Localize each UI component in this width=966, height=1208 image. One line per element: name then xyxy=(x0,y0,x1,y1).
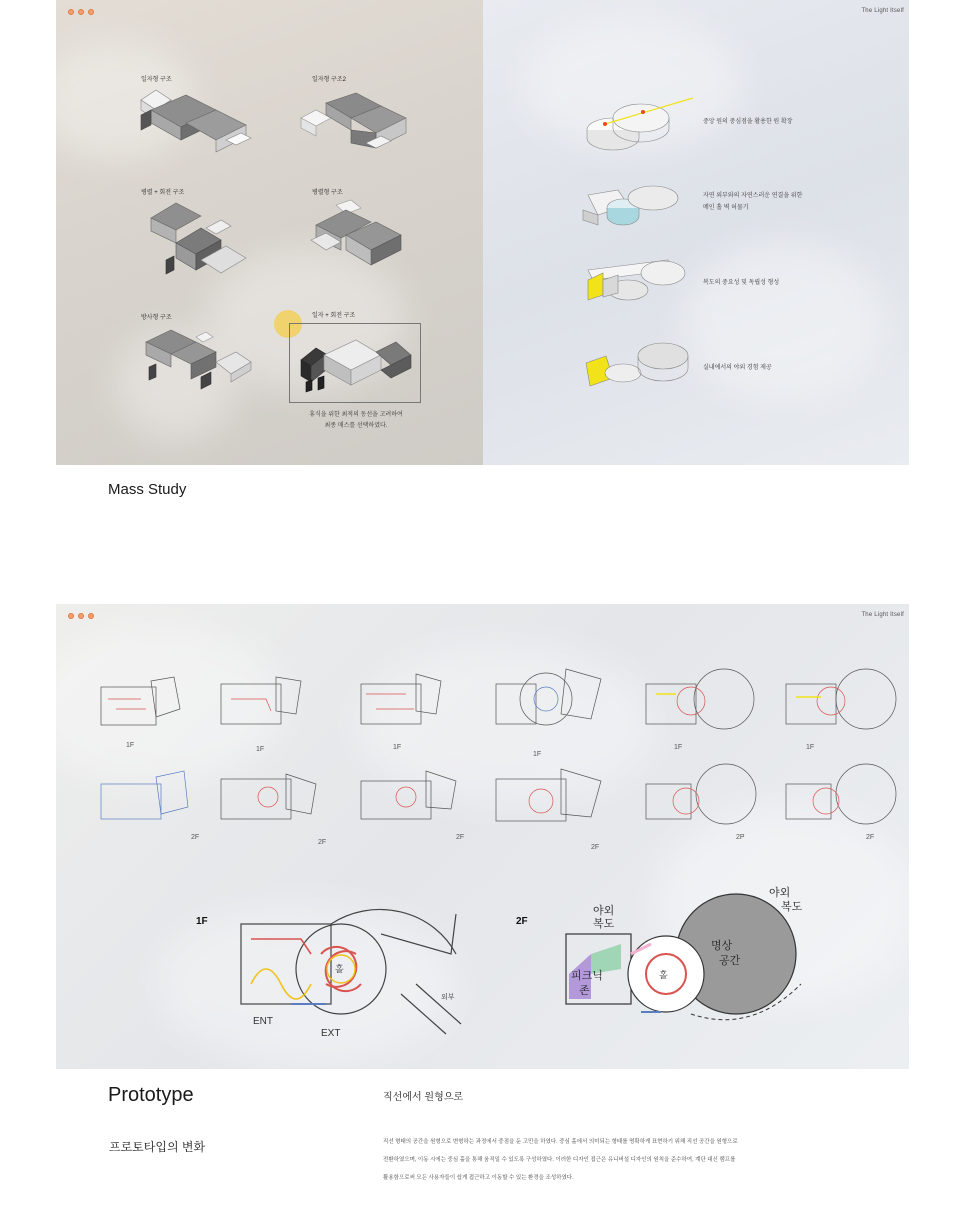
prototype-board xyxy=(56,604,909,1069)
sketch-2f-label-5: 2P xyxy=(736,834,745,841)
window-dots xyxy=(68,9,94,15)
sketch-2f-label-1: 2F xyxy=(191,834,200,841)
dot-icon xyxy=(88,9,94,15)
mass-model-linear-2 xyxy=(296,88,416,163)
sketch-2f-label-3: 2F xyxy=(456,834,465,841)
plan-1f-ent-text: ENT xyxy=(253,1016,273,1027)
mass-study-right-panel xyxy=(483,0,909,465)
sketch-1f-label-1: 1F xyxy=(126,742,135,749)
plan-1f-ext-text: EXT xyxy=(321,1028,341,1039)
mass-caption-line2: 최종 매스를 선택하였다. xyxy=(324,423,388,429)
prototype-body-line1: 직선 형태의 공간을 원형으로 변형하는 과정에서 중점을 둔 고민을 하였다. 중심 홀에서 의미되는 형태를 명확하게 표현하기 위해 직선 공간을 원형으로 xyxy=(383,1139,738,1145)
mass-study-title: Mass Study xyxy=(108,481,187,498)
sketch-row-2f xyxy=(96,759,896,849)
plan-1f-hall-text: 홀 xyxy=(335,964,344,974)
prototype-body-line2: 전환하였으며, 이동 시에는 중심 홀을 통해 움직일 수 있도록 구성하였다. 이러한 디자인 접근은 유니버설 디자인의 원칙을 준수하여, 계단 대신 램프를 xyxy=(383,1157,736,1163)
step-circle-expansion-diagram xyxy=(583,90,703,155)
mass-model-parallel xyxy=(306,200,416,280)
floor-1f-label: 1F xyxy=(196,916,208,927)
step-desc-2 xyxy=(703,190,802,214)
sketch-1f-label-6: 1F xyxy=(806,744,815,751)
floor-2f-label: 2F xyxy=(516,916,528,927)
plan-2f-hall-text: 홀 xyxy=(659,970,668,980)
prototype-subtitle: 프로토타입의 변화 xyxy=(109,1140,206,1154)
brand-text: The Light Itself xyxy=(861,8,904,14)
dot-icon xyxy=(78,9,84,15)
step-corridor-diagram xyxy=(578,255,698,310)
sketch-2f-label-6: 2F xyxy=(866,834,875,841)
plan-2f-corridor-right-1: 야외 xyxy=(769,887,791,899)
plan-2f-corridor-left-2: 복도 xyxy=(593,918,615,930)
plan-2f-corridor-left-1: 야외 xyxy=(593,905,615,917)
mass-model-selected xyxy=(296,330,416,398)
sketch-1f-label-2: 1F xyxy=(256,746,265,753)
plan-2f-meditation-1: 명상 xyxy=(711,940,733,952)
step-outdoor-experience-diagram xyxy=(578,338,698,393)
mass-label-5: 방사형 구조 xyxy=(141,315,172,321)
mass-label-4: 병렬형 구조 xyxy=(312,190,343,196)
mass-label-1: 일자형 구조 xyxy=(141,77,172,83)
prototype-title: Prototype xyxy=(108,1084,194,1106)
step-desc-2-line1: 자연 외부와의 자연스러운 연결을 위한 xyxy=(703,193,803,199)
sketch-row-1f xyxy=(96,659,896,758)
mass-model-radial xyxy=(141,322,256,402)
mass-caption-line1: 휴식을 위한 최적의 동선을 고려하여 xyxy=(309,412,403,418)
floor-plan-2f-sketch xyxy=(551,874,811,1044)
dot-icon xyxy=(68,613,74,619)
prototype-body-line3: 활용함으로써 모든 사용자들이 쉽게 접근하고 이동할 수 있는 환경을 조성하였다. xyxy=(383,1175,574,1181)
sketch-1f-label-4: 1F xyxy=(533,751,542,758)
mass-caption xyxy=(286,410,426,432)
step-desc-2-line2: 메인 홀 벽 허물기 xyxy=(703,205,749,211)
mass-model-parallel-rotate xyxy=(146,198,256,288)
mass-study-left-panel xyxy=(56,0,483,465)
brand-text-2: The Light Itself xyxy=(861,612,904,618)
prototype-body xyxy=(383,1133,813,1187)
plan-1f-outdoor-text: 외부 xyxy=(441,994,455,1001)
mass-label-6: 일자 + 회전 구조 xyxy=(312,313,356,319)
sketch-2f-label-2: 2F xyxy=(318,839,327,846)
window-dots-2 xyxy=(68,613,94,619)
sketch-2f-label-4: 2F xyxy=(591,844,600,851)
mass-label-3: 병렬 + 회전 구조 xyxy=(141,190,185,196)
sketch-1f-label-3: 1F xyxy=(393,744,402,751)
dot-icon xyxy=(78,613,84,619)
plan-2f-meditation-2: 공간 xyxy=(719,955,741,967)
dot-icon xyxy=(88,613,94,619)
step-desc-3: 복도의 중요성 및 독립성 형성 xyxy=(703,280,780,286)
plan-2f-picnic-2: 존 xyxy=(579,985,590,997)
prototype-heading: 직선에서 원형으로 xyxy=(383,1092,464,1103)
dot-icon xyxy=(68,9,74,15)
step-desc-4: 실내에서의 야외 경험 제공 xyxy=(703,365,772,371)
plan-2f-corridor-right-2: 복도 xyxy=(781,901,803,913)
mass-study-board xyxy=(56,0,909,465)
sketch-1f-label-5: 1F xyxy=(674,744,683,751)
step-desc-1: 중앙 원의 중심점을 활용한 원 확장 xyxy=(703,119,793,125)
step-wall-removal-diagram xyxy=(578,180,698,235)
plan-2f-picnic-1: 피크닉 xyxy=(571,970,603,982)
mass-model-linear xyxy=(136,85,256,160)
floor-plan-1f-sketch xyxy=(231,884,491,1044)
mass-label-2: 일자형 구조2 xyxy=(312,77,346,83)
